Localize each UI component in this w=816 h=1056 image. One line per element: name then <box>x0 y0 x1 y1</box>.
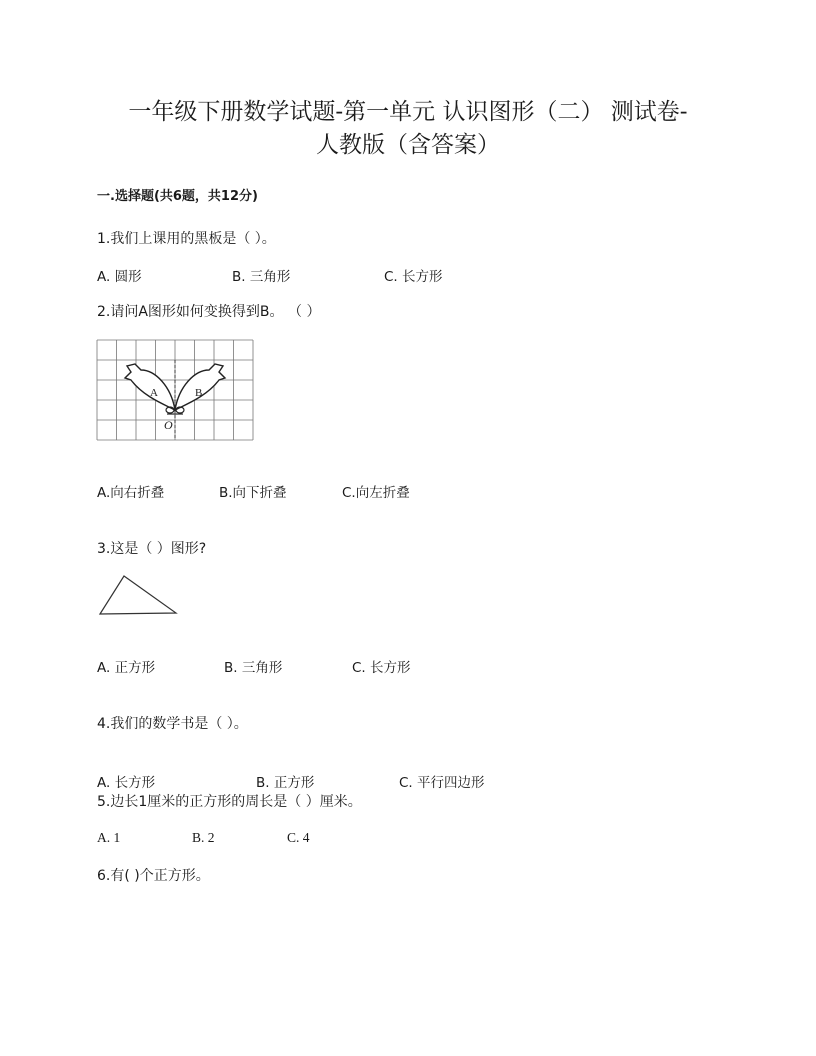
question-1: 1.我们上课用的黑板是（ ）。 <box>97 231 276 247</box>
q4-option-a[interactable]: A. 长方形 <box>97 775 156 791</box>
question-2: 2.请问A图形如何变换得到B。 （ ） <box>97 304 321 320</box>
q2-option-b[interactable]: B.向下折叠 <box>219 485 287 501</box>
q2-option-a[interactable]: A.向右折叠 <box>97 485 165 501</box>
q1-option-b[interactable]: B. 三角形 <box>232 269 291 285</box>
title-line-1: 一年级下册数学试题-第一单元 认识图形（二） 测试卷- <box>128 99 688 125</box>
title-line-2: 人教版（含答案） <box>316 132 500 158</box>
q1-option-c[interactable]: C. 长方形 <box>384 269 443 285</box>
question-3: 3.这是（ ）图形? <box>97 541 207 557</box>
question-6: 6.有( )个正方形。 <box>97 868 210 884</box>
q2-option-c[interactable]: C.向左折叠 <box>342 485 410 501</box>
question-4: 4.我们的数学书是（ ）。 <box>97 716 248 732</box>
page-title <box>60 96 756 162</box>
fold-figure-grid <box>97 340 253 441</box>
label-origin: O <box>164 418 173 432</box>
q4-option-c[interactable]: C. 平行四边形 <box>399 775 485 791</box>
section-heading: 一.选择题(共6题，共12分) <box>97 189 258 204</box>
q4-option-b[interactable]: B. 正方形 <box>256 775 315 791</box>
q5-option-a[interactable]: A. 1 <box>97 830 121 845</box>
q3-option-a[interactable]: A. 正方形 <box>97 660 156 676</box>
q5-option-c[interactable]: C. 4 <box>287 830 310 845</box>
q5-option-b[interactable]: B. 2 <box>192 830 215 845</box>
label-b: B <box>195 387 203 399</box>
triangle-figure <box>98 574 178 616</box>
question-5: 5.边长1厘米的正方形的周长是（ ）厘米。 <box>97 794 362 810</box>
q3-option-c[interactable]: C. 长方形 <box>352 660 411 676</box>
label-a: A <box>150 387 158 399</box>
q1-option-a[interactable]: A. 圆形 <box>97 269 142 285</box>
q3-option-b[interactable]: B. 三角形 <box>224 660 283 676</box>
